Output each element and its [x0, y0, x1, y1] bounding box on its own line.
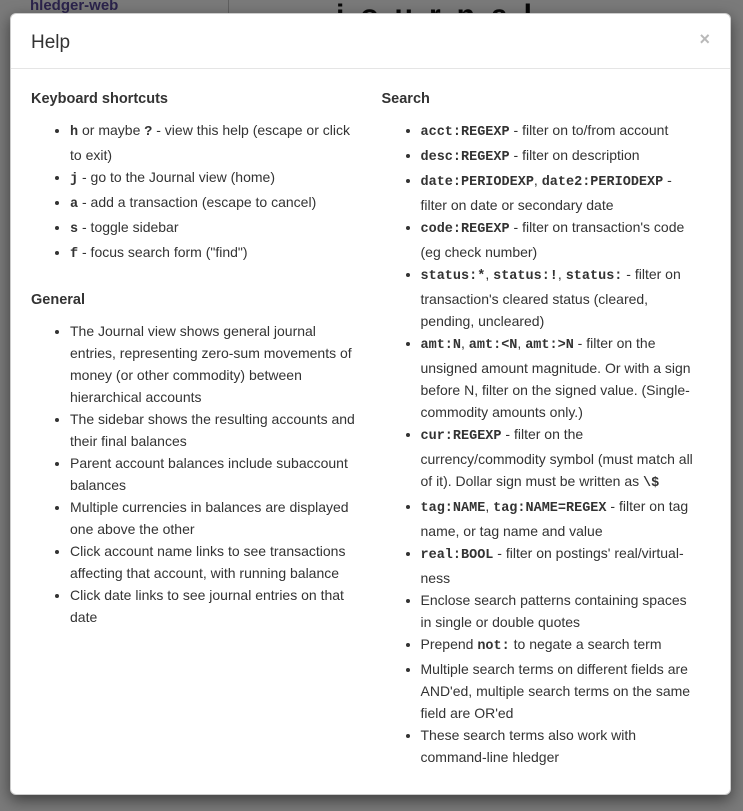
modal-body — [11, 69, 730, 795]
help-list-item: • Click date links to see journal entries on that date — [70, 584, 360, 628]
help-list-item: • a - add a transaction (escape to cancel) — [70, 191, 360, 216]
code-term: amt:<N — [468, 338, 518, 353]
modal-title: Help — [31, 32, 71, 53]
code-term: desc:REGEXP — [420, 150, 510, 165]
code-term: a — [70, 197, 79, 212]
section-heading: General — [31, 292, 85, 308]
help-list-item: • status:*, status:!, status: - filter on transaction's cleared status (cleared, pending, uncleared) — [421, 263, 699, 332]
help-list — [31, 320, 360, 628]
help-list-item: • real:BOOL - filter on postings' real/virtual-ness — [421, 542, 699, 589]
help-list-item: • Enclose search patterns containing spaces in single or double quotes — [421, 589, 699, 633]
section-heading: Keyboard shortcuts — [31, 91, 168, 107]
help-list-item: • h or maybe ? - view this help (escape or click to exit) — [70, 119, 360, 166]
code-term: not: — [477, 639, 510, 654]
help-list-item: • f - focus search form ("find") — [70, 241, 360, 266]
code-term: amt:>N — [525, 338, 574, 353]
help-list-item: • s - toggle sidebar — [70, 216, 360, 241]
help-list-item: • date:PERIODEXP, date2:PERIODEXP - filter on date or secondary date — [421, 169, 699, 216]
help-list-item: • tag:NAME, tag:NAME=REGEX - filter on tag name, or tag name and value — [421, 495, 699, 542]
code-term: date2:PERIODEXP — [541, 175, 664, 190]
left-column — [31, 89, 372, 768]
help-list-item: • acct:REGEXP - filter on to/from account — [421, 119, 699, 144]
help-list-item: • Prepend not: to negate a search term — [421, 633, 699, 658]
close-button[interactable] — [693, 28, 716, 50]
help-list — [31, 119, 360, 266]
help-list-item: • cur:REGEXP - filter on the currency/commodity symbol (must match all of it). Dollar sign must be written as \$ — [421, 423, 699, 495]
help-list-item: • The sidebar shows the resulting accounts and their final balances — [70, 408, 360, 452]
code-term: j — [70, 172, 79, 187]
help-list-item: • The Journal view shows general journal entries, representing zero-sum movements of money (or other commodity) between hierarchical accounts — [70, 320, 360, 408]
code-term: status: — [565, 269, 623, 284]
code-term: cur:REGEXP — [420, 429, 502, 444]
help-list-item: • These search terms also work with command-line hledger — [421, 724, 699, 768]
help-list-item: • Multiple search terms on different fields are AND'ed, multiple search terms on the same field are OR'ed — [421, 658, 699, 724]
help-list-item: • amt:N, amt:<N, amt:>N - filter on the unsigned amount magnitude. Or with a sign before N, filter on the signed value. (Single-commodity amounts only.) — [421, 332, 699, 423]
code-term: real:BOOL — [420, 548, 494, 563]
code-term: date:PERIODEXP — [420, 175, 534, 190]
help-list — [382, 119, 699, 768]
help-list-item: • Multiple currencies in balances are displayed one above the other — [70, 496, 360, 540]
help-list-item: • code:REGEXP - filter on transaction's code (eg check number) — [421, 216, 699, 263]
help-modal — [10, 13, 731, 795]
code-term: amt:N — [420, 338, 462, 353]
code-term: code:REGEXP — [420, 222, 510, 237]
code-term: f — [70, 247, 79, 262]
code-term: acct:REGEXP — [420, 125, 510, 140]
modal-header — [11, 14, 730, 69]
code-term: status:* — [420, 269, 486, 284]
code-term: \$ — [643, 476, 660, 491]
help-list-item: • Parent account balances include subaccount balances — [70, 452, 360, 496]
code-term: tag:NAME — [420, 501, 486, 516]
code-term: h — [70, 125, 79, 140]
section-heading: Search — [381, 91, 430, 107]
code-term: status:! — [493, 269, 558, 284]
code-term: ? — [144, 125, 153, 140]
help-list-item: • Click account name links to see transactions affecting that account, with running balance — [70, 540, 360, 584]
code-term: tag:NAME=REGEX — [493, 501, 607, 516]
close-icon: × — [699, 29, 710, 49]
help-list-item: • desc:REGEXP - filter on description — [421, 144, 699, 169]
code-term: s — [70, 222, 79, 237]
right-column — [372, 89, 713, 768]
help-list-item: • j - go to the Journal view (home) — [70, 166, 360, 191]
